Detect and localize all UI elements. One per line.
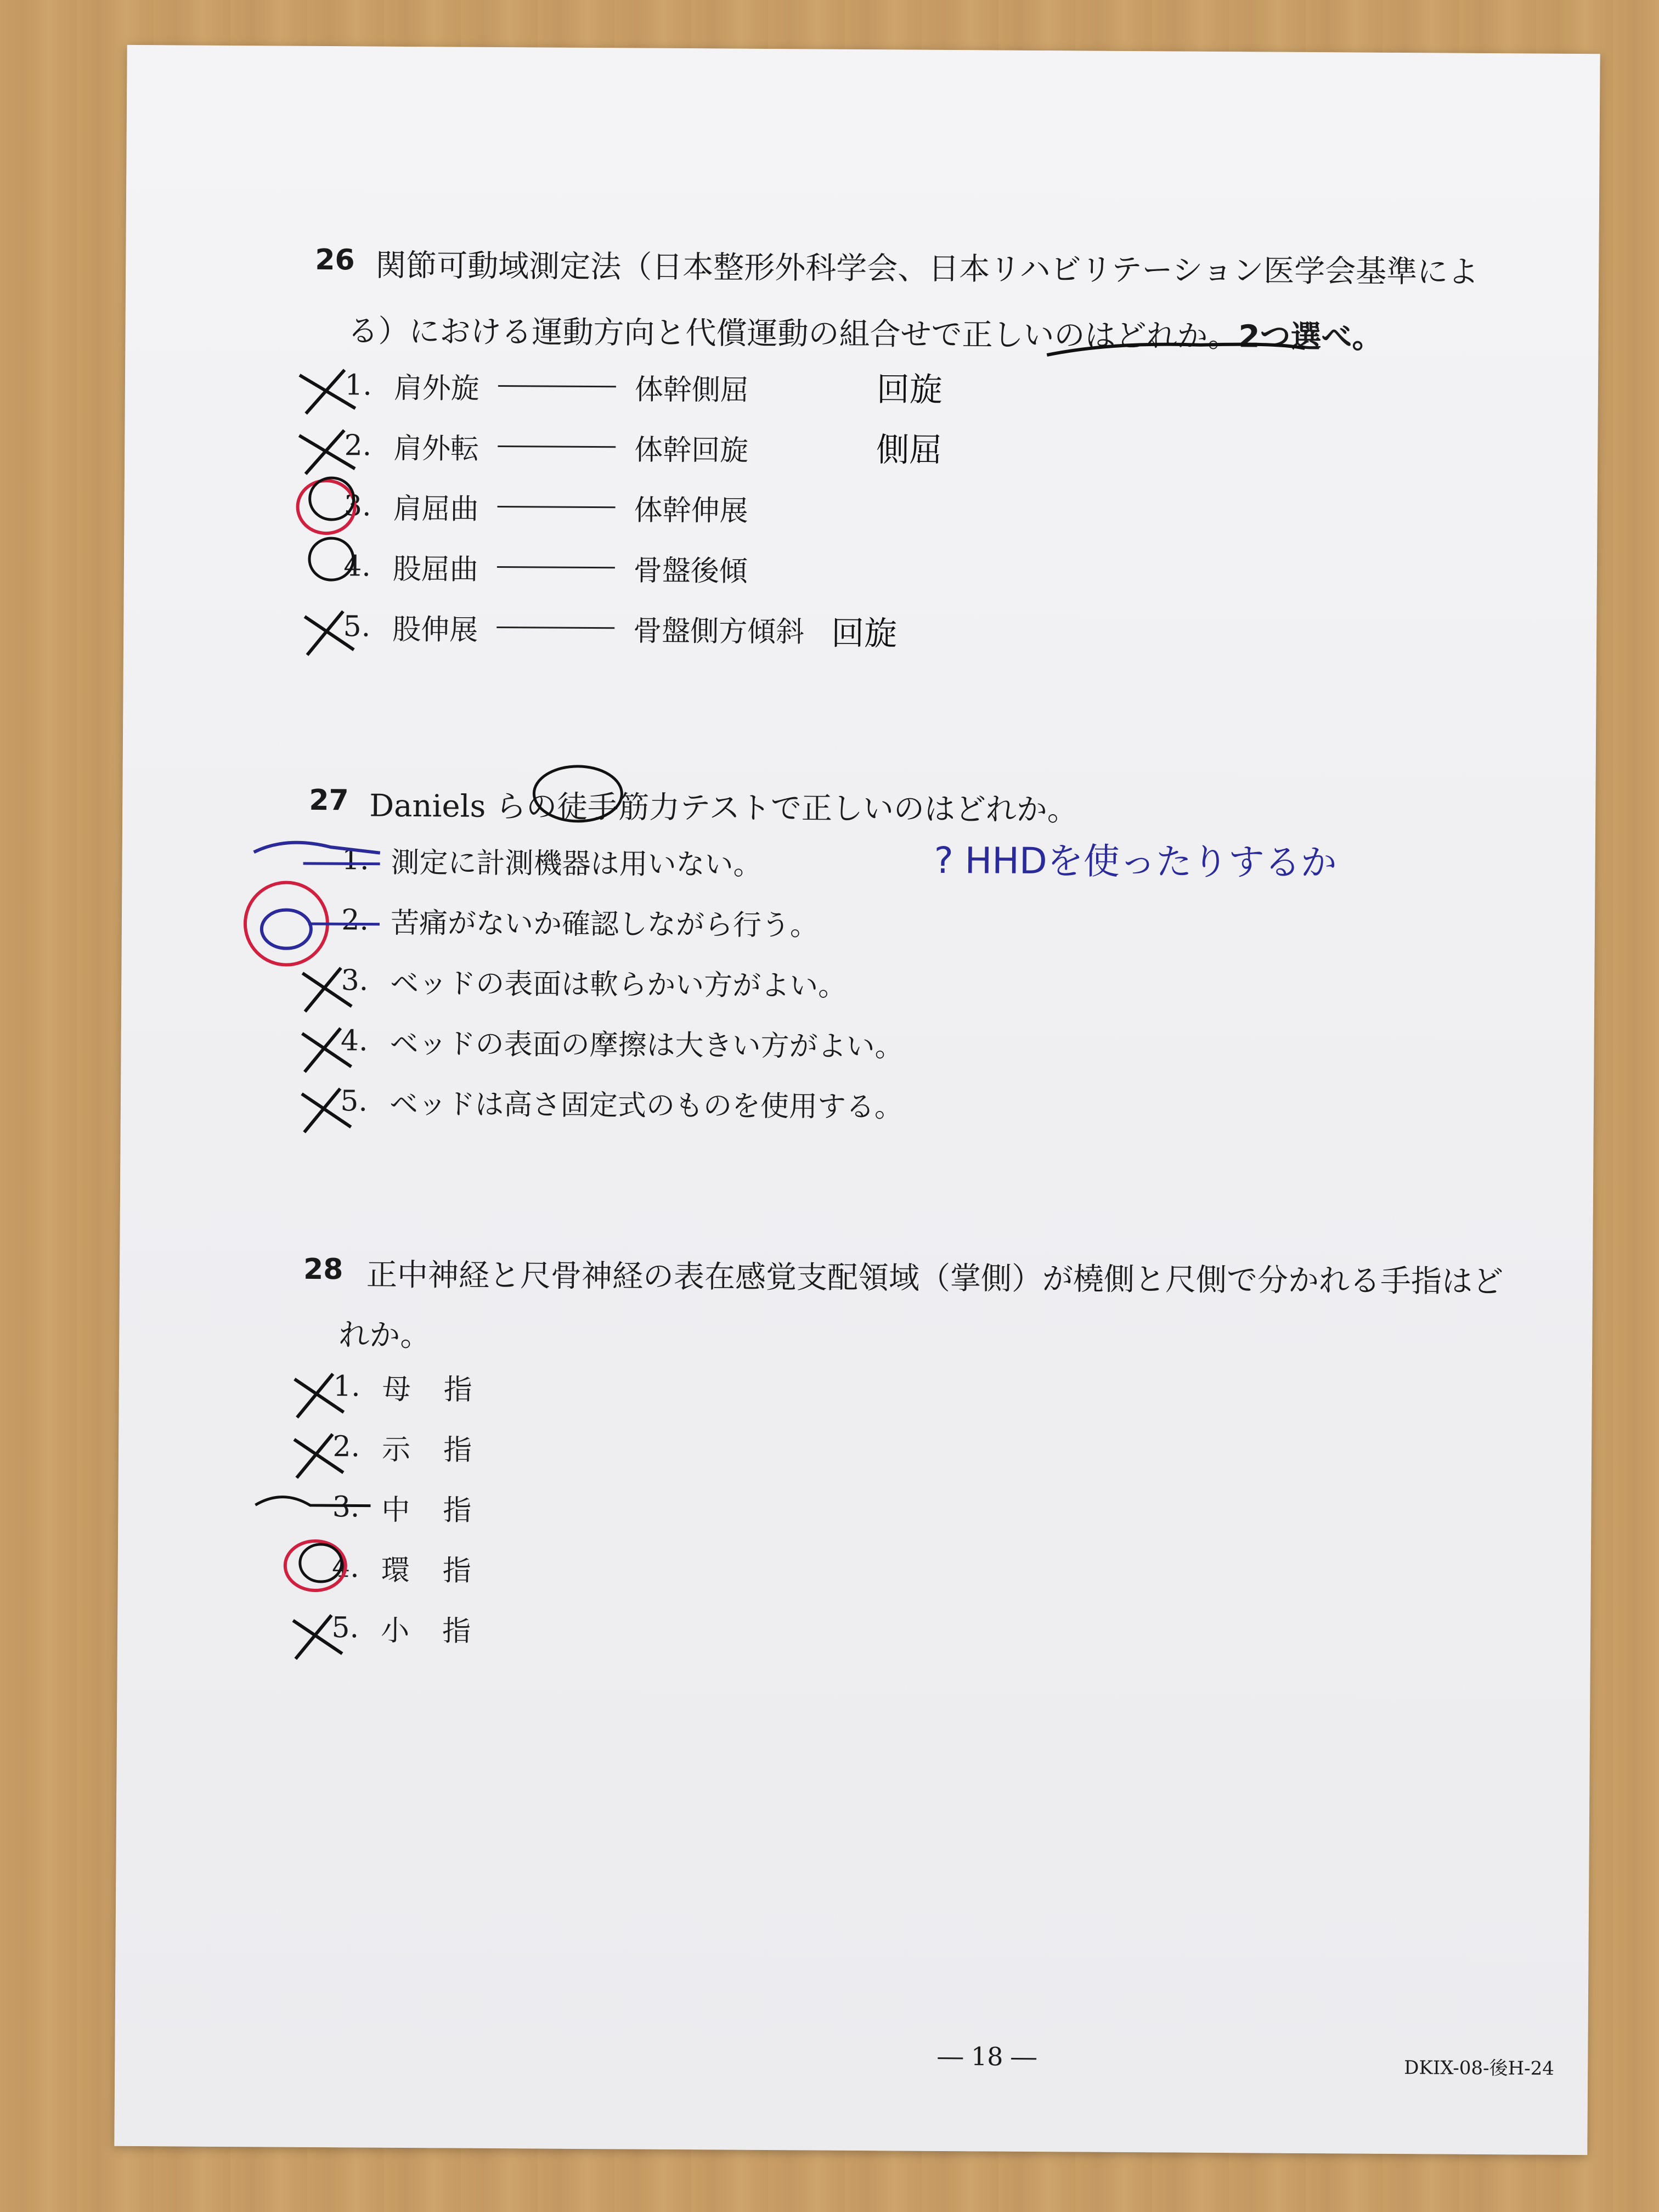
option-item: 5. 股伸展 骨盤側方傾斜 bbox=[343, 610, 805, 649]
exam-code: DKIX-08-後H-24 bbox=[1404, 2057, 1555, 2080]
cross-mark bbox=[300, 370, 356, 414]
circle-mark bbox=[309, 538, 353, 580]
option-item: 4. 環指 bbox=[331, 1550, 504, 1588]
handwritten-note: 側屈 bbox=[876, 431, 943, 470]
question-number: 28 bbox=[303, 1252, 343, 1286]
question-number: 26 bbox=[315, 243, 355, 277]
cross-mark bbox=[304, 611, 354, 656]
cross-mark bbox=[302, 968, 352, 1012]
option-item: 1. 測定に計測機器は用いない。 bbox=[341, 843, 762, 882]
handwriting-layer bbox=[114, 45, 1600, 2155]
cross-mark bbox=[294, 1374, 343, 1418]
option-item: 4. ベッドの表面の摩擦は大きい方がよい。 bbox=[340, 1024, 904, 1064]
option-item: 5. 小指 bbox=[331, 1611, 504, 1649]
cross-mark bbox=[302, 1028, 351, 1073]
circle-mark bbox=[300, 1544, 342, 1582]
handwritten-note: 回旋 bbox=[831, 614, 898, 653]
option-item: 2. 肩外転 体幹回旋 bbox=[344, 428, 749, 467]
option-item: 2. 苦痛がないか確認しながら行う。 bbox=[341, 903, 819, 943]
option-item: 5. ベッドは高さ固定式のものを使用する。 bbox=[340, 1084, 904, 1124]
circle-mark bbox=[309, 478, 353, 520]
option-item: 1. 母指 bbox=[332, 1369, 505, 1407]
option-item: 3. 肩屈曲 体幹伸展 bbox=[343, 489, 748, 528]
option-item: 3. 中指 bbox=[332, 1490, 505, 1528]
blue-mark bbox=[254, 842, 380, 853]
cross-mark bbox=[294, 1434, 343, 1479]
question-stem-line: る）における運動方向と代償運動の組合せで正しいのはどれか。2つ選べ。 bbox=[347, 313, 1383, 356]
page-number: ― 18 ― bbox=[938, 2041, 1037, 2072]
instruction-choose-two: 2つ選べ。 bbox=[1238, 319, 1383, 356]
red-circle-mark bbox=[297, 481, 355, 534]
handwritten-note: 回旋 bbox=[876, 370, 943, 409]
circle-mark bbox=[534, 766, 622, 821]
underline-mark bbox=[1047, 343, 1305, 357]
cross-mark bbox=[302, 1088, 351, 1133]
blue-circle-mark bbox=[262, 910, 311, 949]
question-number: 27 bbox=[309, 783, 349, 817]
option-item: 2. 示指 bbox=[332, 1430, 505, 1468]
question-stem-line: Daniels らの徒手筋力テストで正しいのはどれか。 bbox=[369, 788, 1079, 828]
handwritten-note: ? HHDを使ったりするか bbox=[934, 839, 1337, 884]
cross-mark bbox=[293, 1615, 342, 1660]
option-item: 1. 肩外旋 体幹側屈 bbox=[345, 368, 749, 407]
option-item: 4. 股屈曲 骨盤後傾 bbox=[343, 549, 748, 588]
question-stem-line: 正中神経と尺骨神経の表在感覚支配領域（掌側）が橈側と尺側で分かれる手指はど bbox=[366, 1257, 1504, 1300]
cross-mark bbox=[299, 430, 355, 475]
question-stem-line: 関節可動域測定法（日本整形外科学会、日本リハビリテーション医学会基準によ bbox=[375, 247, 1479, 290]
option-item: 3. ベッドの表面は軟らかい方がよい。 bbox=[341, 963, 847, 1003]
red-circle-mark bbox=[285, 1541, 346, 1591]
exam-page bbox=[114, 45, 1600, 2155]
question-stem-line: れか。 bbox=[338, 1317, 431, 1354]
dash-mark bbox=[255, 1497, 370, 1505]
